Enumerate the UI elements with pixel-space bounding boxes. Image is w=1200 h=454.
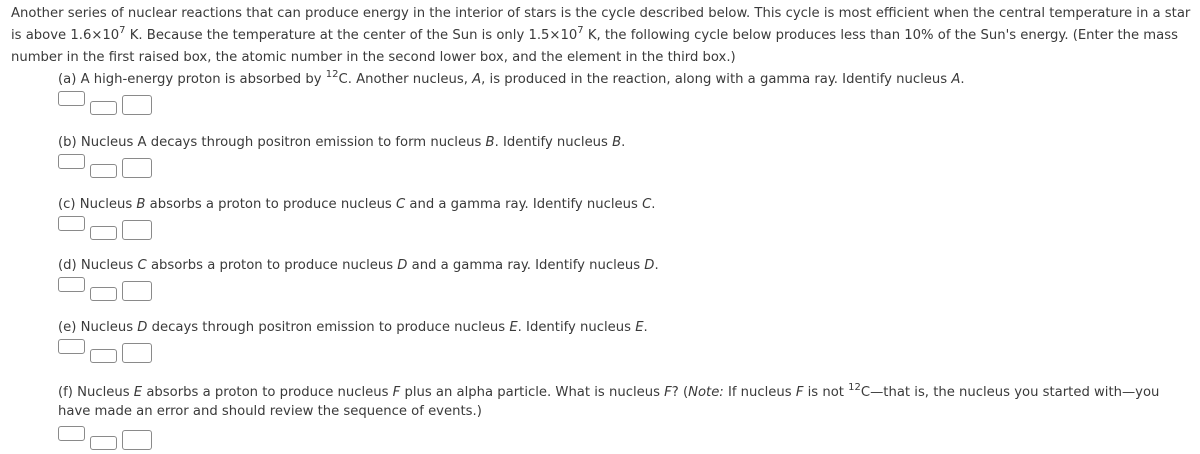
temperature-high-exponent: 7 <box>119 25 126 36</box>
part-d-mass-number-input[interactable] <box>58 277 85 292</box>
note-label: Note: <box>688 385 724 400</box>
part-c <box>58 195 1194 244</box>
problem-intro <box>11 3 1193 69</box>
part-a-atomic-number-input[interactable] <box>90 101 117 115</box>
intro-text-1: Another series of nuclear reactions that can produce energy in the interior of stars is the cycle described below. This cycle is most efficient when the central temperature in a star is above <box>11 6 1191 43</box>
part-e <box>58 318 1194 367</box>
carbon-mass-number-note: 12 <box>848 382 861 393</box>
part-c-element-input[interactable] <box>122 220 152 240</box>
carbon-mass-number: 12 <box>325 69 339 80</box>
part-e-element-input[interactable] <box>122 343 152 363</box>
part-d-answer-boxes <box>58 277 1194 305</box>
part-d-element-input[interactable] <box>122 281 152 301</box>
part-f-element-input[interactable] <box>122 430 152 450</box>
part-f-atomic-number-input[interactable] <box>90 436 117 450</box>
temperature-sun <box>528 25 584 43</box>
temperature-sun-exponent: 7 <box>577 25 584 36</box>
part-f-question: (f) Nucleus E absorbs a proton to produce nucleus F plus an alpha particle. What is nucleus F? (Note: If nucleus F is not $^{12}$C—that is, the nucleus you started with—you have made an error and should review the sequence of events.) <box>58 382 1160 419</box>
part-a-element-input[interactable] <box>122 95 152 115</box>
part-b-atomic-number-input[interactable] <box>90 164 117 178</box>
part-e-mass-number-input[interactable] <box>58 339 85 354</box>
part-b-element-input[interactable] <box>122 158 152 178</box>
temperature-high-base: 1.6×10 <box>70 28 120 43</box>
part-c-question: (c) Nucleus B absorbs a proton to produce nucleus C and a gamma ray. Identify nucleus C. <box>58 197 656 212</box>
part-b <box>58 133 1194 182</box>
part-e-atomic-number-input[interactable] <box>90 349 117 363</box>
part-b-question: (b) Nucleus A decays through positron emission to form nucleus B. Identify nucleus B. <box>58 135 626 150</box>
part-f-mass-number-input[interactable] <box>58 426 85 441</box>
part-b-mass-number-input[interactable] <box>58 154 85 169</box>
temperature-high <box>70 25 126 43</box>
part-a <box>58 70 1194 119</box>
part-c-answer-boxes <box>58 216 1194 244</box>
part-c-atomic-number-input[interactable] <box>90 226 117 240</box>
part-c-mass-number-input[interactable] <box>58 216 85 231</box>
part-a-mass-number-input[interactable] <box>58 91 85 106</box>
part-a-answer-boxes <box>58 91 1194 119</box>
part-b-answer-boxes <box>58 154 1194 182</box>
part-d-atomic-number-input[interactable] <box>90 287 117 301</box>
temperature-sun-base: 1.5×10 <box>528 28 578 43</box>
part-e-answer-boxes <box>58 339 1194 367</box>
part-d-question: (d) Nucleus C absorbs a proton to produce nucleus D and a gamma ray. Identify nucleus D. <box>58 258 659 273</box>
intro-text-3: K, the following cycle below produces less than 10% of the Sun's energy. (Enter the mass number in the first raised box, the atomic number in the second lower box, and the element in the third box.) <box>11 28 1178 65</box>
part-d <box>58 256 1194 305</box>
intro-text-2: K. Because the temperature at the center of the Sun is only <box>125 28 529 43</box>
part-e-question: (e) Nucleus D decays through positron emission to produce nucleus E. Identify nucleus E. <box>58 320 648 335</box>
part-f <box>58 383 1194 454</box>
part-a-question: (a) A high-energy proton is absorbed by $^{12}$C. Another nucleus, A, is produced in the reaction, along with a gamma ray. Identify nucleus A. <box>58 69 965 87</box>
